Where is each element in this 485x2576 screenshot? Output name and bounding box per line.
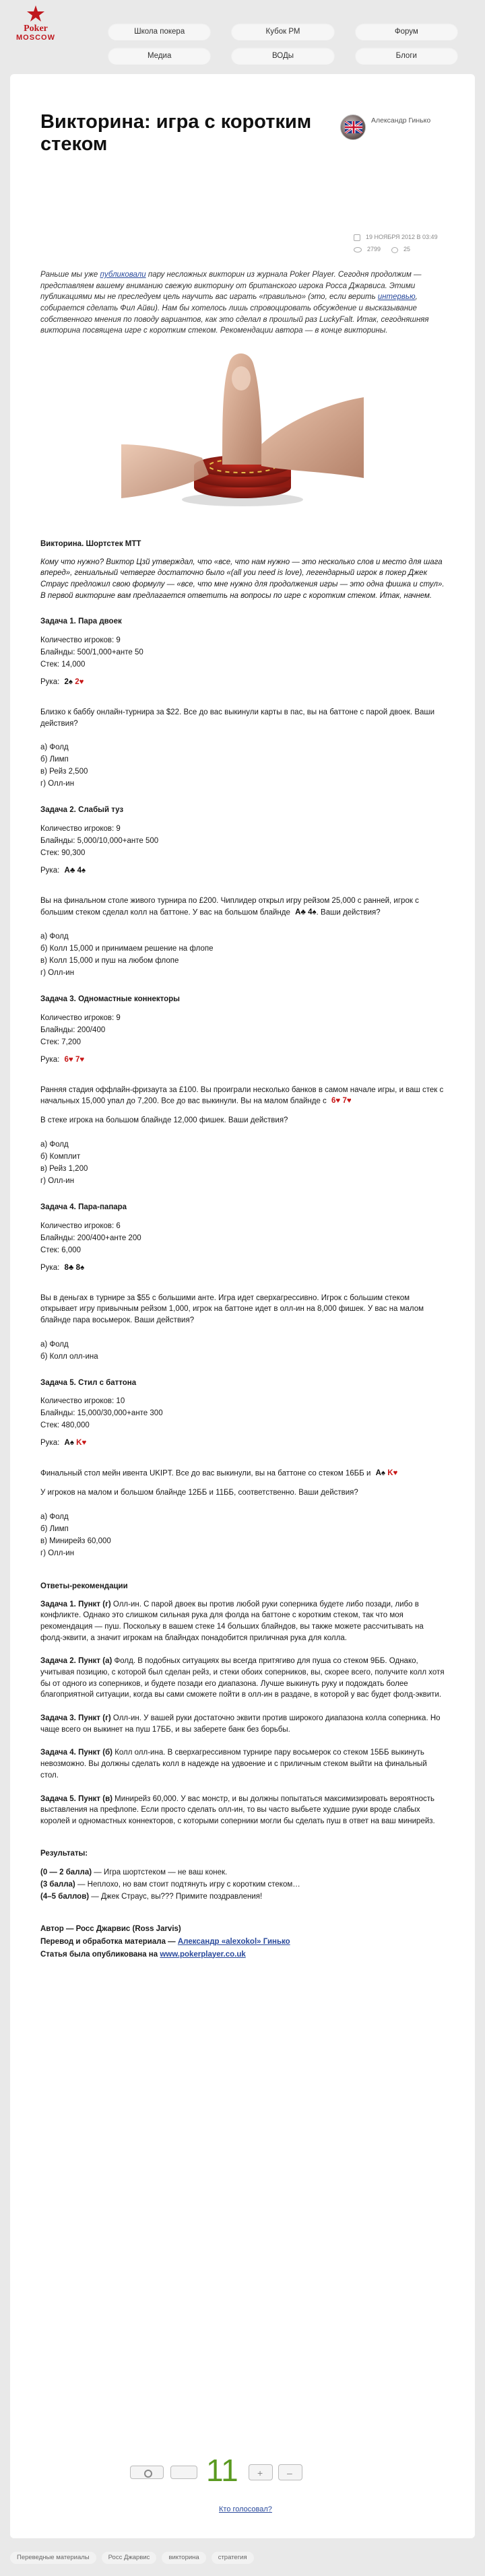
task-1 <box>40 616 445 790</box>
hand-cards <box>65 1437 87 1449</box>
answer-1: Задача 1. Пункт (г) Олл-ин. С парой двоек вы против любой руки соперника будете либо позади, либо в конфликте. Однако это слишком сильная рука для фолда на баттоне с коротким стеком, так что моя рекомендация — пуш. Поскольку в вашем стеке 14 больших блайндов, вы также можете рассчитывать на фолд-эквити, а значит игрокам на блайндах понадобится приличная рука для колла. <box>40 1600 424 1642</box>
hand-label: Рука: <box>40 867 60 875</box>
views-count: 2799 <box>367 246 381 253</box>
card: 6♥ <box>64 1055 73 1064</box>
task-question: Вы в деньгах в турнире за $55 с большими анте. Игра идет сверхагрессивно. Игрок с большим стеком открывает игру привычным рейзом 1,000, игрок на баттоне идет в олл-ин на 8,000 фишек. У вас на малом блайнде пара восьмерок. Ваши действия? <box>40 1293 424 1324</box>
option: б) Лимп <box>40 1525 69 1534</box>
uk-flag-icon <box>345 121 362 133</box>
intro-text-2: пару несложных викторин из журнала Poker Player. Сегодня продолжим — представляем вашему вниманию свежую викторину от британского игрока Росса Джарвиса. Этими публикациями мы не преследуем цель научить вас играть «правильно» (это, если верить <box>40 271 422 302</box>
task-2 <box>40 805 445 978</box>
source-link[interactable]: www.pokerplayer.co.uk <box>160 1950 246 1959</box>
task-hand <box>40 1262 445 1274</box>
option: в) Колл 15,000 и пуш на любом флопе <box>40 956 179 965</box>
option: б) Лимп <box>40 755 69 764</box>
article-title: Викторина: игра с коротким стеком <box>40 111 312 155</box>
answer-5: Задача 5. Пункт (в) Минирейз 60,000. У вас монстр, и вы должны попытаться максимизировать вероятность выставления на префлопе. Если просто сделать олл-ин, то вы часто выбьете худшие руки вроде слабых королей и одномастных коннекторов, с которыми соперники могли бы сделать пуш в ответ на ваш минирейз. <box>40 1794 435 1825</box>
star-icon <box>27 5 44 22</box>
option: в) Минирейз 60,000 <box>40 1537 111 1546</box>
credits <box>40 1923 445 1961</box>
hand-cards <box>65 1262 85 1274</box>
hand-cards <box>331 1095 352 1107</box>
card: 2♥ <box>75 678 84 687</box>
site-header <box>0 0 485 74</box>
card: K♥ <box>387 1469 398 1478</box>
tag-translated[interactable]: Переведные материалы <box>10 2552 96 2564</box>
task-hand <box>40 676 445 688</box>
task-info-stack: Стек: 7,200 <box>40 1038 82 1046</box>
logo[interactable] <box>12 5 59 42</box>
option: а) Фолд <box>40 743 69 752</box>
task-5 <box>40 1378 445 1559</box>
article-intro <box>40 269 445 337</box>
credit-translation: Перевод и обработка материала — Александр «alexokol» Гинько <box>40 1937 290 1946</box>
hand-label: Рука: <box>40 1439 60 1448</box>
task-3 <box>40 994 445 1187</box>
option: в) Рейз 1,200 <box>40 1164 88 1173</box>
option: б) Комплит <box>40 1152 81 1161</box>
link-published[interactable]: публиковали <box>100 271 146 279</box>
nav-vody[interactable]: ВОДы <box>231 47 334 65</box>
task-title: Задача 5. Стил с баттона <box>40 1378 137 1387</box>
main-nav <box>108 23 458 65</box>
calendar-icon <box>354 234 360 241</box>
task-question-2: В стеке игрока на большом блайнде 12,000 фишек. Ваши действия? <box>40 1116 288 1125</box>
tag-strategy[interactable]: стратегия <box>212 2552 254 2564</box>
card: A♠ <box>375 1469 386 1478</box>
card: 4♠ <box>77 867 86 875</box>
nav-blogs[interactable]: Блоги <box>355 47 458 65</box>
task-info-players: Количество игроков: 6 <box>40 1221 121 1230</box>
task-question: Финальный стол мейн ивента UKIPT. Все до вас выкинули, вы на баттоне со стеком 16ББ и A♠ K♥ <box>40 1468 445 1479</box>
card: 8♠ <box>75 1263 85 1272</box>
task-info <box>40 1395 445 1449</box>
article-card <box>10 74 475 2538</box>
author-avatar[interactable] <box>340 114 366 140</box>
task-question-2: У игроков на малом и большом блайнде 12ББ и 11ББ, соответственно. Ваши действия? <box>40 1489 358 1497</box>
who-voted-link[interactable]: Кто голосовал? <box>219 2505 272 2513</box>
hand-label: Рука: <box>40 1263 60 1272</box>
tag-list <box>10 2552 254 2564</box>
hand-label: Рука: <box>40 1055 60 1064</box>
article-body <box>40 269 445 1961</box>
vote-up-button[interactable] <box>249 2464 273 2480</box>
like-button[interactable] <box>170 2466 197 2479</box>
task-info-blinds: Блайнды: 15,000/30,000+анте 300 <box>40 1409 163 1418</box>
task-info-blinds: Блайнды: 200/400+анте 200 <box>40 1233 141 1242</box>
hand-label: Рука: <box>40 678 60 687</box>
card: A♠ <box>64 1439 74 1448</box>
task-info <box>40 1012 445 1066</box>
article-date: 19 НОЯБРЯ 2012 В 03:49 <box>366 234 438 241</box>
task-options <box>40 1139 445 1187</box>
task-question: Близко к баббу онлайн-турнира за $22. Все до вас выкинули карты в пас, вы на баттоне с парой двоек. Ваши действия? <box>40 708 435 728</box>
author-name[interactable]: Александр Гинько <box>371 116 431 125</box>
card: 6♥ <box>331 1097 341 1106</box>
task-options <box>40 1338 445 1363</box>
result-3: (4–5 баллов) — Джек Страус, вы??? Примите поздравления! <box>40 1892 263 1901</box>
task-title: Задача 1. Пара двоек <box>40 617 122 626</box>
option: г) Олл-ин <box>40 780 75 788</box>
credit-source: Статья была опубликована на www.pokerplayer.co.uk <box>40 1950 246 1959</box>
card: 7♥ <box>342 1097 352 1106</box>
translator-link[interactable]: Александр «alexokol» Гинько <box>177 1937 290 1946</box>
task-info-blinds: Блайнды: 5,000/10,000+анте 500 <box>40 837 159 846</box>
card: A♣ <box>295 908 306 916</box>
answer-4: Задача 4. Пункт (б) Колл олл-ина. В сверхагрессивном турнире пару восьмерок со стеком 15ББ выкинуть невозможно. Вы должны сделать колл в надежде на удвоение и с приличным стеком выйти на финальный стол. <box>40 1749 427 1780</box>
comments-count[interactable]: 25 <box>403 246 411 253</box>
date-row <box>354 232 468 244</box>
card: 2♠ <box>64 678 73 687</box>
task-info-stack: Стек: 90,300 <box>40 849 86 858</box>
card: K♥ <box>76 1439 87 1448</box>
results-section <box>40 1848 445 1903</box>
logo-text-top: Poker <box>24 24 48 34</box>
task-options <box>40 741 445 790</box>
option: в) Рейз 2,500 <box>40 768 88 776</box>
card: 7♥ <box>75 1055 85 1064</box>
intro-text-3: , собирается сделать Фил Айви). Нам бы хотелось лишь спровоцировать обсуждение и высказывание собственного мнения по поводу вариантов, как это сделал в прошлый раз LuckyFalt. Итак, сегодняшняя викторина посвящена игре с коротким стеком. Рекомендации автора — в конце викторины. <box>40 293 429 335</box>
nav-forum[interactable]: Форум <box>355 23 458 40</box>
hand-cards <box>376 1468 398 1479</box>
results-heading: Результаты: <box>40 1849 88 1858</box>
answer-2: Задача 2. Пункт (а) Фолд. В подобных ситуациях вы всегда притягиво для пуша со стеком 9ББ. Однако, учитывая позицию, с которой был сделан рейз, и стеки обоих соперников, вы, скорее всего, получите колл хотя бы от одного из соперников, и будете позади его диапазона. Лучше выкинуть руку и подождать более благоприятной ситуации, когда вы сами сможете пойти в олл-ин в раздаче, в которой у вас будет фолд-эквити. <box>40 1657 445 1699</box>
task-title: Задача 3. Одномастные коннекторы <box>40 994 180 1003</box>
credit-author: Автор — Росс Джарвис (Ross Jarvis) <box>40 1924 181 1933</box>
hand-cards <box>65 865 86 877</box>
option: а) Фолд <box>40 1340 69 1349</box>
task-info-players: Количество игроков: 10 <box>40 1397 125 1406</box>
comment-icon[interactable] <box>391 247 398 253</box>
card: A♣ <box>64 867 75 875</box>
task-4 <box>40 1202 445 1363</box>
task-question: Вы на финальном столе живого турнира по £200. Чиплидер открыл игру рейзом 25,000 с ранней, игрок с большим стеком сделал колл на баттоне. У вас на большом блайнде A♣ 4♠. Ваши действия? <box>40 895 445 918</box>
option: а) Фолд <box>40 1513 69 1522</box>
vote-bar <box>130 2453 319 2494</box>
logo-text-bottom: MOSCOW <box>16 34 55 42</box>
option: а) Фолд <box>40 932 69 941</box>
card: 8♣ <box>64 1263 74 1272</box>
task-question: Ранняя стадия оффлайн-фризаута за £100. Вы проиграли несколько банков в самом начале игры, и ваш стек с начальных 15,000 упал до 7,200. Все до вас выкинули. Вы на малом блайнде с 6♥ 7♥ <box>40 1085 445 1108</box>
task-info-stack: Стек: 14,000 <box>40 660 86 669</box>
article-meta <box>354 232 468 256</box>
task-info-blinds: Блайнды: 200/400 <box>40 1025 106 1034</box>
option: а) Фолд <box>40 1140 69 1149</box>
result-1: (0 — 2 балла) — Игра шортстеком — не ваш конек. <box>40 1868 228 1876</box>
hand-cards <box>65 1054 85 1066</box>
nav-media[interactable]: Медиа <box>108 47 211 65</box>
nav-poker-school[interactable]: Школа покера <box>108 23 211 40</box>
hand-cards <box>295 907 317 918</box>
answers-heading: Ответы-рекомендации <box>40 1582 128 1591</box>
task-info <box>40 1220 445 1274</box>
task-hand <box>40 1437 445 1449</box>
task-info-stack: Стек: 480,000 <box>40 1421 90 1430</box>
task-info <box>40 634 445 688</box>
hand-cards <box>65 676 84 688</box>
task-info <box>40 823 445 877</box>
quiz-intro: Кому что нужно? Виктор Цзй утверждал, что «все, что нам нужно — это несколько слов и место для шага вперед», гениальный четверге достаточно было «(all you need is love), легендарный игрок в покер Джек Страус предложил свою формулу — «все, что мне нужно для продолжения игры — это одна фишка и стул». В первой викторине вам предлагается ответить на вопросы по игре с коротким стеком. Итак, начнем. <box>40 557 445 600</box>
hero-image-poker-chips <box>121 343 364 518</box>
task-info-players: Количество игроков: 9 <box>40 636 121 645</box>
task-info-stack: Стек: 6,000 <box>40 1246 82 1254</box>
task-hand <box>40 865 445 877</box>
option: г) Олл-ин <box>40 1549 75 1558</box>
quiz-heading: Викторина. Шортстек МТТ <box>40 540 141 549</box>
vote-down-button[interactable] <box>278 2464 302 2480</box>
tag-quiz[interactable]: викторина <box>162 2552 205 2564</box>
option: б) Колл олл-ина <box>40 1352 98 1361</box>
task-info-blinds: Блайнды: 500/1,000+анте 50 <box>40 648 143 657</box>
result-2: (3 балла) — Неплохо, но вам стоит подтянуть игру с коротким стеком… <box>40 1880 300 1889</box>
stats-row <box>354 244 468 256</box>
tag-ross-jarvis[interactable]: Росс Джарвис <box>102 2552 157 2564</box>
task-options <box>40 930 445 979</box>
option: б) Колл 15,000 и принимаем решение на флопе <box>40 944 214 953</box>
option: г) Олл-ин <box>40 1176 75 1185</box>
task-info-players: Количество игроков: 9 <box>40 1013 121 1022</box>
task-hand <box>40 1054 445 1066</box>
link-interview[interactable]: интервью <box>377 293 416 302</box>
task-options <box>40 1511 445 1559</box>
task-info-players: Количество игроков: 9 <box>40 825 121 834</box>
intro-text-1: Раньше мы уже <box>40 271 100 279</box>
nav-cup[interactable]: Кубок РМ <box>231 23 334 40</box>
answer-3: Задача 3. Пункт (г) Олл-ин. У вашей руки достаточно эквити против широкого диапазона колла соперника. Но чаще всего он выкинет на пуш 17ББ, и вы заберете банк без борьбы. <box>40 1714 441 1734</box>
option: г) Олл-ин <box>40 968 75 977</box>
eye-icon <box>354 247 362 252</box>
share-button[interactable] <box>130 2466 164 2479</box>
task-title: Задача 4. Пара-папара <box>40 1202 127 1211</box>
card: 4♠ <box>308 908 317 916</box>
task-title: Задача 2. Слабый туз <box>40 806 124 815</box>
votes-count: 11 <box>206 2453 238 2488</box>
answers-section <box>40 1581 445 1827</box>
